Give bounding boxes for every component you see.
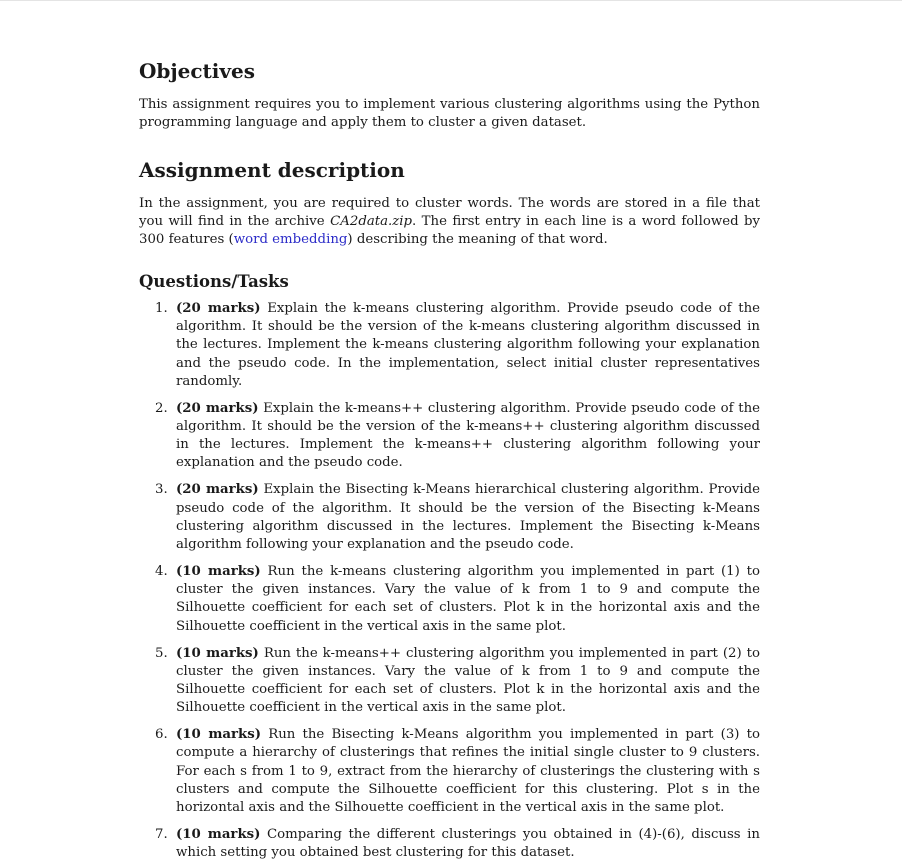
description-text-1: In the assignment, you are required to cluster words. The words are stored in a file that you will find in the archive [139,196,760,230]
question-number: 5. [155,645,168,661]
question-marks: (20 marks) [176,301,261,316]
question-number: 4. [155,564,168,580]
description-text-2: . The first entry in each line is a word followed by 300 features ( [139,214,761,248]
question-item [139,300,760,391]
question-item [139,400,760,473]
word-embedding-link[interactable]: word embedding [233,232,348,248]
question-item [139,481,760,554]
page-top-border [0,0,902,1]
question-text: Run the k-means clustering algorithm you implemented in part (1) to cluster the given instances. Vary the value of k from 1 to 9 and compute the Silhouette coefficient for each set of clusters. Plot k in the horizontal axis and the Silhouette coefficient in the vertical axis in the same plot. [176,564,760,634]
question-text: Explain the k-means clustering algorithm. Provide pseudo code of the algorithm. It should be the version of the k-means clustering algorithm discussed in the lectures. Implement the k-means clustering algorithm following your explanation and the pseudo code. In the implementation, select initial cluster representatives randomly. [176,301,760,389]
question-item [139,826,760,862]
question-text: Explain the Bisecting k-Means hierarchical clustering algorithm. Provide pseudo code of the algorithm. It should be the version of the Bisecting k-Means clustering algorithm discussed in the lectures. Implement the Bisecting k-Means algorithm following your explanation and the pseudo code. [176,482,760,553]
question-number: 7. [155,827,168,843]
question-item [139,645,760,718]
description-text-3: ) describing the meaning of that word. [347,232,608,248]
question-number: 3. [155,482,168,498]
assignment-description-heading: Assignment description [139,158,405,182]
question-marks: (10 marks) [176,564,261,580]
question-marks: (10 marks) [176,727,262,743]
questions-list [139,300,760,862]
question-marks: (10 marks) [176,645,259,661]
question-item [139,726,760,817]
question-marks: (10 marks) [176,827,261,843]
assignment-description-paragraph [139,195,760,250]
question-text: Run the k-means++ clustering algorithm you implemented in part (2) to cluster the given instances. Vary the value of k from 1 to 9 and compute the Silhouette coefficient for each set of clusters. Plot k in the horizontal axis and the Silhouette coefficient in the vertical axis in the same plot. [176,645,760,716]
question-number: 2. [155,400,168,416]
question-marks: (20 marks) [176,482,259,498]
question-text: Explain the k-means++ clustering algorithm. Provide pseudo code of the algorithm. It should be the version of the k-means++ clustering algorithm discussed in the lectures. Implement the k-means++ clustering algorithm following your explanation and the pseudo code. [176,400,761,471]
objectives-heading: Objectives [139,59,255,83]
question-text: Comparing the different clusterings you obtained in (4)-(6), discuss in which setting you obtained best clustering for this dataset. [176,827,760,861]
objectives-paragraph: This assignment requires you to implement various clustering algorithms using the Python programming language and apply them to cluster a given dataset. [139,97,760,131]
questions-tasks-heading: Questions/Tasks [139,272,289,291]
question-number: 6. [155,727,168,743]
question-item [139,563,760,636]
archive-filename: CA2data.zip [330,214,413,230]
question-number: 1. [155,301,168,316]
question-marks: (20 marks) [176,400,259,416]
question-text: Run the Bisecting k-Means algorithm you implemented in part (3) to compute a hierarchy of clusterings that refines the initial single cluster to 9 clusters. For each s from 1 to 9, extract from the hierarchy of clusterings the clustering with s clusters and compute the Silhouette coefficient for this clustering. Plot s in the horizontal axis and the Silhouette coefficient in the vertical axis in the same plot. [176,727,761,816]
